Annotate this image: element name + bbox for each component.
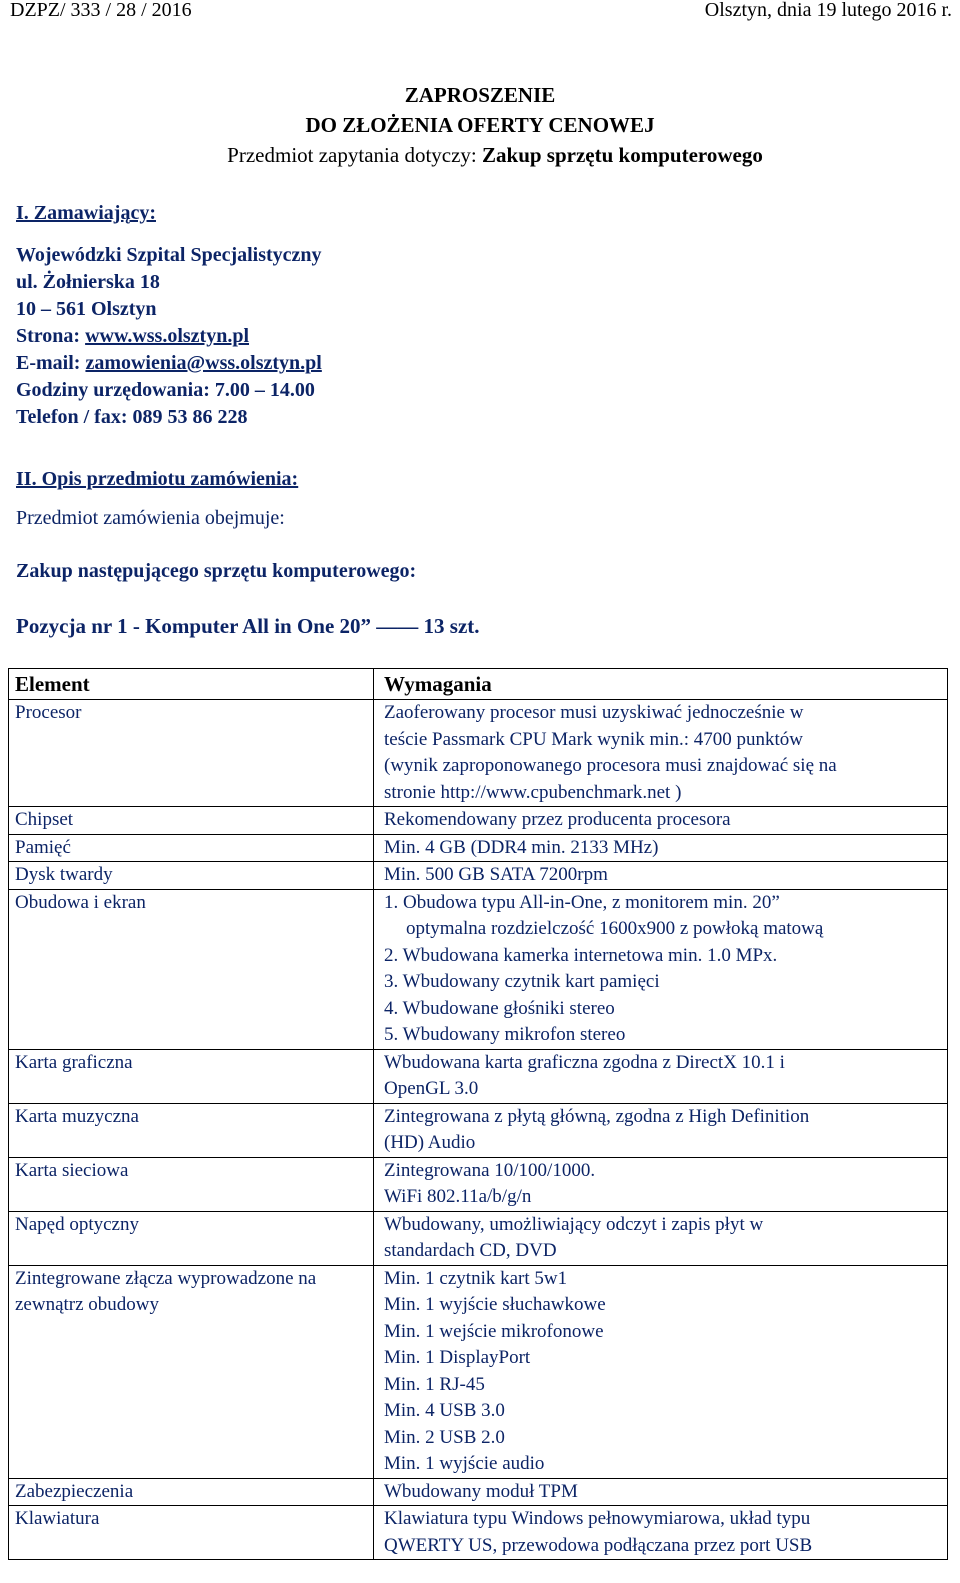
requirement-line: stronie http://www.cpubenchmark.net ) bbox=[384, 781, 682, 803]
element-cell: Karta muzyczna bbox=[9, 1103, 374, 1157]
section-1-heading: I. Zamawiający: bbox=[16, 202, 156, 224]
requirement-line: Wbudowany moduł TPM bbox=[384, 1480, 578, 1502]
office-hours: Godziny urzędowania: 7.00 – 14.00 bbox=[16, 379, 315, 401]
requirement-line: Min. 1 DisplayPort bbox=[384, 1347, 531, 1368]
requirement-line: Wbudowany, umożliwiający odczyt i zapis płyt w bbox=[384, 1213, 764, 1235]
requirements-cell bbox=[374, 1478, 948, 1506]
requirement-line: Min. 2 USB 2.0 bbox=[384, 1426, 505, 1448]
element-cell: Pamięć bbox=[9, 834, 374, 862]
requirements-cell bbox=[374, 1506, 948, 1560]
requirement-line: Zintegrowana 10/100/1000. bbox=[384, 1159, 596, 1181]
requirement-line: teście Passmark CPU Mark wynik min.: 4700 punktów bbox=[384, 728, 804, 750]
requirement-line: Klawiatura typu Windows pełnowymiarowa, układ typu bbox=[384, 1508, 811, 1529]
reference-number: DZPZ/ 333 / 28 / 2016 bbox=[10, 0, 192, 21]
email-line bbox=[16, 350, 322, 377]
requirement-line: 2. Wbudowana kamerka internetowa min. 1.0 MPx. bbox=[384, 944, 778, 966]
table-row bbox=[9, 1211, 948, 1265]
requirement-line: Rekomendowany przez producenta procesora bbox=[384, 809, 731, 830]
requirement-line: Zaoferowany procesor musi uzyskiwać jednocześnie w bbox=[384, 702, 804, 723]
element-cell: Obudowa i ekran bbox=[9, 889, 374, 1049]
table-row bbox=[9, 889, 948, 1049]
website-link[interactable]: www.wss.olsztyn.pl bbox=[85, 325, 250, 347]
requirement-line: Min. 1 czytnik kart 5w1 bbox=[384, 1267, 568, 1289]
requirements-cell bbox=[374, 1049, 948, 1103]
requirement-line: Min. 4 GB (DDR4 min. 2133 MHz) bbox=[384, 836, 659, 858]
email-label: E-mail: bbox=[16, 352, 86, 374]
table-row bbox=[9, 700, 948, 807]
requirements-cell bbox=[374, 889, 948, 1049]
requirement-line: (wynik zaproponowanego procesora musi znajdować się na bbox=[384, 755, 837, 776]
requirements-cell bbox=[374, 862, 948, 890]
requirement-line: Min. 500 GB SATA 7200rpm bbox=[384, 864, 608, 885]
table-header-row bbox=[9, 669, 948, 700]
table-row bbox=[9, 1265, 948, 1478]
requirement-line: 4. Wbudowane głośniki stereo bbox=[384, 997, 615, 1019]
requirement-line: Wbudowana karta graficzna zgodna z DirectX 10.1 i bbox=[384, 1051, 785, 1073]
table-row bbox=[9, 1478, 948, 1506]
element-cell: Procesor bbox=[9, 700, 374, 807]
requirement-line: 5. Wbudowany mikrofon stereo bbox=[384, 1024, 626, 1045]
requirement-line: QWERTY US, przewodowa podłączana przez port USB bbox=[384, 1534, 813, 1556]
section-2-heading: II. Opis przedmiotu zamówienia: bbox=[16, 468, 299, 490]
requirement-line: 1. Obudowa typu All-in-One, z monitorem min. 20” bbox=[384, 891, 780, 913]
requirements-cell bbox=[374, 834, 948, 862]
element-cell: Karta graficzna bbox=[9, 1049, 374, 1103]
orderer-name: Wojewódzki Szpital Specjalistyczny bbox=[16, 244, 322, 266]
requirement-line: (HD) Audio bbox=[384, 1132, 476, 1153]
subject-value: Zakup sprzętu komputerowego bbox=[482, 143, 763, 167]
element-cell: Napęd optyczny bbox=[9, 1211, 374, 1265]
table-row bbox=[9, 1506, 948, 1560]
requirement-line: WiFi 802.11a/b/g/n bbox=[384, 1186, 532, 1207]
requirement-line: Zintegrowana z płytą główną, zgodna z High Definition bbox=[384, 1105, 810, 1127]
requirements-cell bbox=[374, 1265, 948, 1478]
subject-line bbox=[30, 140, 960, 170]
title-line-2: DO ZŁOŻENIA OFERTY CENOWEJ bbox=[305, 113, 655, 137]
subject-label: Przedmiot zapytania dotyczy: bbox=[227, 143, 477, 167]
orderer-street: ul. Żołnierska 18 bbox=[16, 271, 160, 293]
element-cell: Dysk twardy bbox=[9, 862, 374, 890]
requirement-line: standardach CD, DVD bbox=[384, 1240, 557, 1261]
requirements-cell bbox=[374, 1211, 948, 1265]
requirement-line: Min. 1 wyjście audio bbox=[384, 1453, 545, 1474]
requirement-line: OpenGL 3.0 bbox=[384, 1078, 479, 1099]
website-line bbox=[16, 323, 322, 350]
document-header bbox=[0, 0, 960, 30]
table-row bbox=[9, 862, 948, 890]
requirement-line: optymalna rozdzielczość 1600x900 z powłoką matową bbox=[406, 918, 824, 939]
requirements-cell bbox=[374, 1103, 948, 1157]
table-row bbox=[9, 1103, 948, 1157]
requirement-line: 3. Wbudowany czytnik kart pamięci bbox=[384, 971, 660, 992]
title-line-1: ZAPROSZENIE bbox=[404, 83, 556, 107]
table-row bbox=[9, 834, 948, 862]
element-cell: Zabezpieczenia bbox=[9, 1478, 374, 1506]
website-label: Strona: bbox=[16, 325, 86, 347]
element-cell: Klawiatura bbox=[9, 1506, 374, 1560]
requirements-table bbox=[8, 668, 948, 1560]
section-2-intro: Przedmiot zamówienia obejmuje: bbox=[16, 507, 285, 529]
table-row bbox=[9, 807, 948, 835]
requirements-cell bbox=[374, 1157, 948, 1211]
orderer-contact bbox=[16, 242, 322, 431]
requirement-line: Min. 1 RJ-45 bbox=[384, 1373, 485, 1395]
email-link[interactable]: zamowienia@wss.olsztyn.pl bbox=[85, 352, 322, 374]
purchase-line: Zakup następującego sprzętu komputerowego: bbox=[16, 560, 417, 582]
element-cell: Zintegrowane złącza wyprowadzone na zewnątrz obudowy bbox=[9, 1265, 374, 1478]
requirements-cell bbox=[374, 700, 948, 807]
document-title bbox=[0, 80, 960, 170]
column-header-element: Element bbox=[9, 669, 374, 700]
element-cell: Chipset bbox=[9, 807, 374, 835]
place-date: Olsztyn, dnia 19 lutego 2016 r. bbox=[704, 0, 952, 21]
position-line: Pozycja nr 1 - Komputer All in One 20” —— 13 szt. bbox=[16, 614, 480, 638]
requirement-line: Min. 1 wejście mikrofonowe bbox=[384, 1320, 604, 1342]
requirements-cell bbox=[374, 807, 948, 835]
table-row bbox=[9, 1049, 948, 1103]
orderer-city: 10 – 561 Olsztyn bbox=[16, 298, 157, 320]
phone-fax: Telefon / fax: 089 53 86 228 bbox=[16, 406, 248, 428]
requirement-line: Min. 4 USB 3.0 bbox=[384, 1400, 505, 1421]
element-cell: Karta sieciowa bbox=[9, 1157, 374, 1211]
table-row bbox=[9, 1157, 948, 1211]
requirement-line: Min. 1 wyjście słuchawkowe bbox=[384, 1294, 606, 1315]
column-header-requirements: Wymagania bbox=[374, 669, 948, 700]
